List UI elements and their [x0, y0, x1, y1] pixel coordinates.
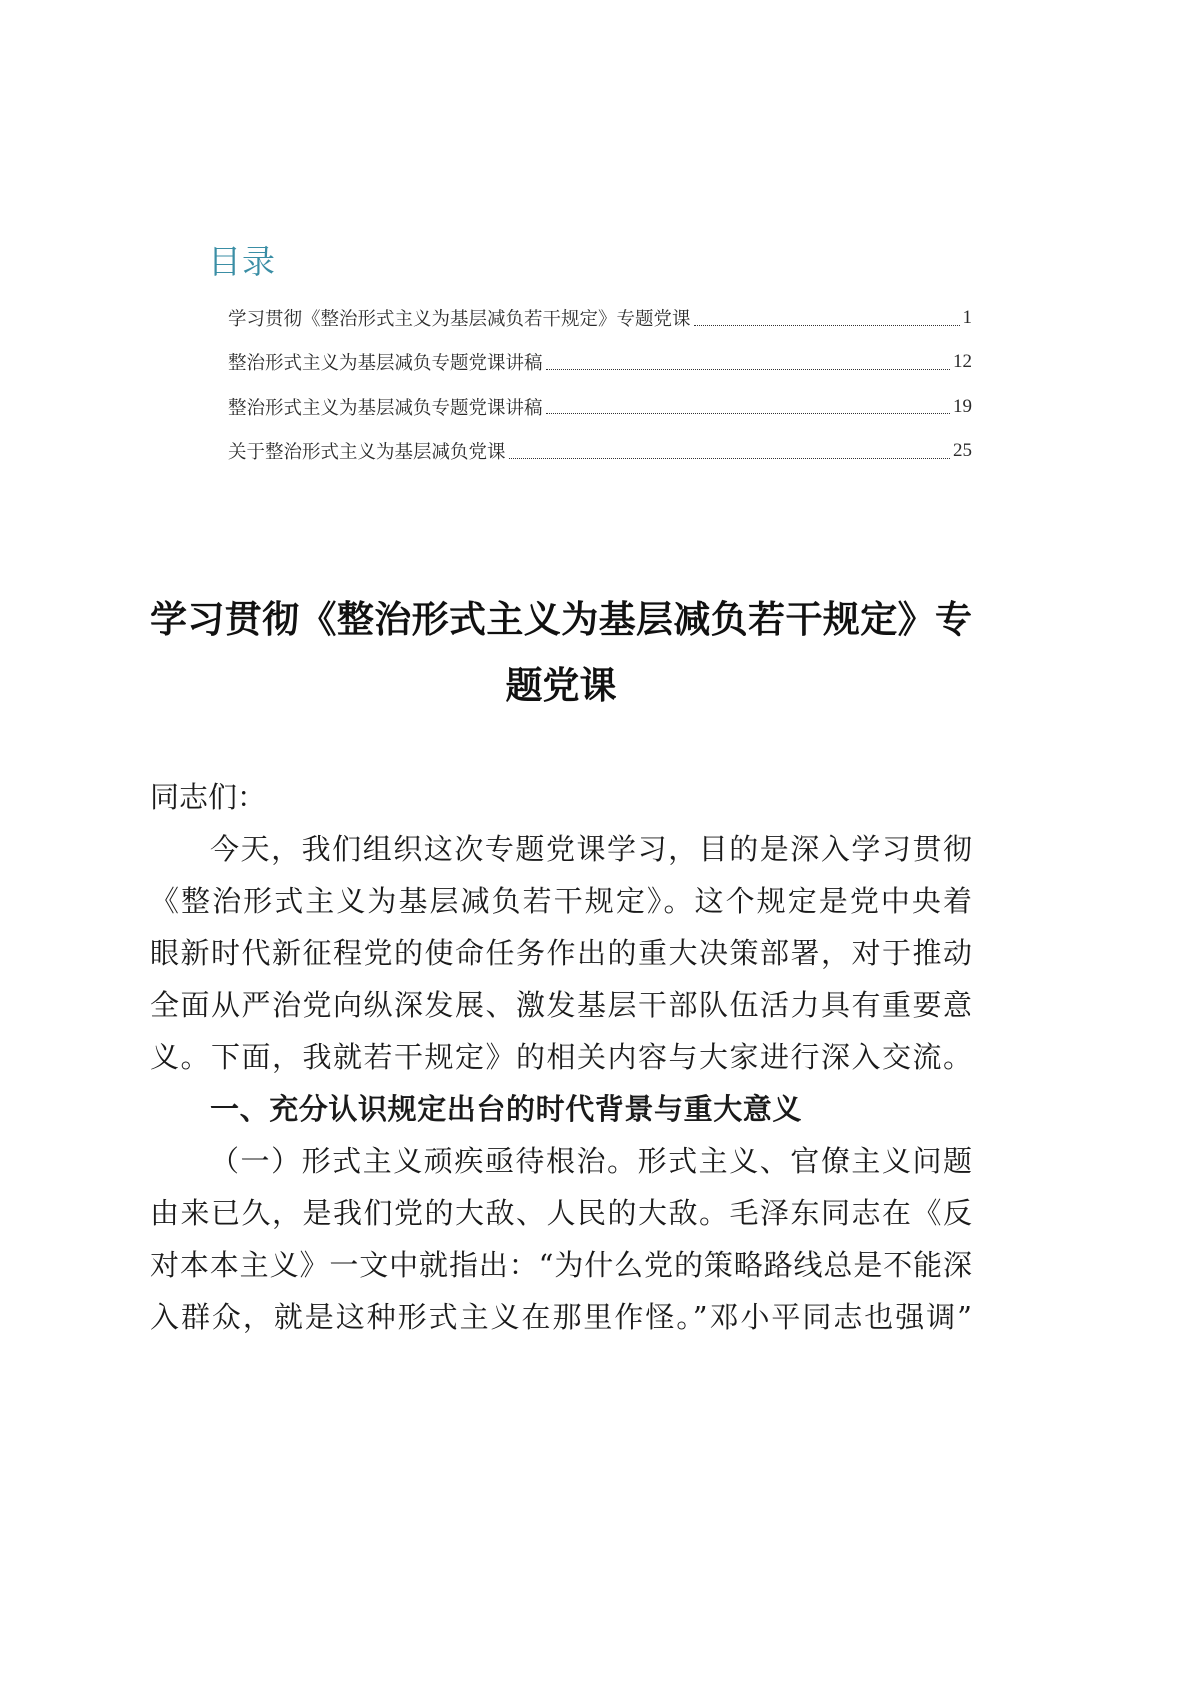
- paragraph-line: 今天，我们组织这次专题党课学习，目的是深入学习贯彻: [210, 832, 972, 866]
- toc-entry-page: 12: [953, 351, 972, 373]
- toc-entry[interactable]: [228, 296, 972, 340]
- table-of-contents: [228, 296, 972, 473]
- paragraph-line: 全面从严治党向纵深发展、激发基层干部队伍活力具有重要意: [150, 988, 972, 1022]
- toc-dot-leader: [546, 369, 950, 370]
- toc-dot-leader: [546, 413, 950, 414]
- salutation: 同志们：: [150, 780, 267, 814]
- paragraph-line: 对本本主义》一文中就指出：“为什么党的策略路线总是不能深: [150, 1248, 972, 1282]
- toc-entry[interactable]: [228, 340, 972, 384]
- toc-dot-leader: [694, 325, 960, 326]
- paragraph-line: 《整治形式主义为基层减负若干规定》。这个规定是党中央着: [150, 884, 972, 918]
- toc-entry-page: 1: [962, 307, 972, 329]
- toc-entry[interactable]: [228, 429, 972, 473]
- paragraph-line: 入群众，就是这种形式主义在那里作怪。”邓小平同志也强调”: [150, 1300, 972, 1334]
- toc-entry-title: 整治形式主义为基层减负专题党课讲稿: [228, 353, 543, 375]
- toc-entry-title: 学习贯彻《整治形式主义为基层减负若干规定》专题党课: [228, 309, 691, 331]
- toc-entry-title: 关于整治形式主义为基层减负党课: [228, 442, 506, 464]
- article-body: [150, 771, 972, 1343]
- paragraph-line: （一）形式主义顽疾亟待根治。形式主义、官僚主义问题: [210, 1144, 972, 1178]
- article-title: [150, 587, 972, 719]
- article-title-line: 题党课: [505, 664, 617, 707]
- paragraph-line: 由来已久，是我们党的大敌、人民的大敌。毛泽东同志在《反: [150, 1196, 972, 1230]
- toc-entry-page: 19: [953, 395, 972, 417]
- paragraph-line: 义。下面，我就若干规定》的相关内容与大家进行深入交流。: [150, 1040, 972, 1074]
- article-title-line: 学习贯彻《整治形式主义为基层减负若干规定》专: [150, 598, 972, 641]
- toc-dot-leader: [509, 458, 950, 459]
- paragraph-line: 眼新时代新征程党的使命任务作出的重大决策部署，对于推动: [150, 936, 972, 970]
- section-heading: 一、充分认识规定出台的时代背景与重大意义: [210, 1092, 803, 1126]
- toc-heading: 目录: [208, 242, 276, 281]
- toc-entry-title: 整治形式主义为基层减负专题党课讲稿: [228, 397, 543, 419]
- toc-entry[interactable]: [228, 385, 972, 429]
- toc-entry-page: 25: [953, 440, 972, 462]
